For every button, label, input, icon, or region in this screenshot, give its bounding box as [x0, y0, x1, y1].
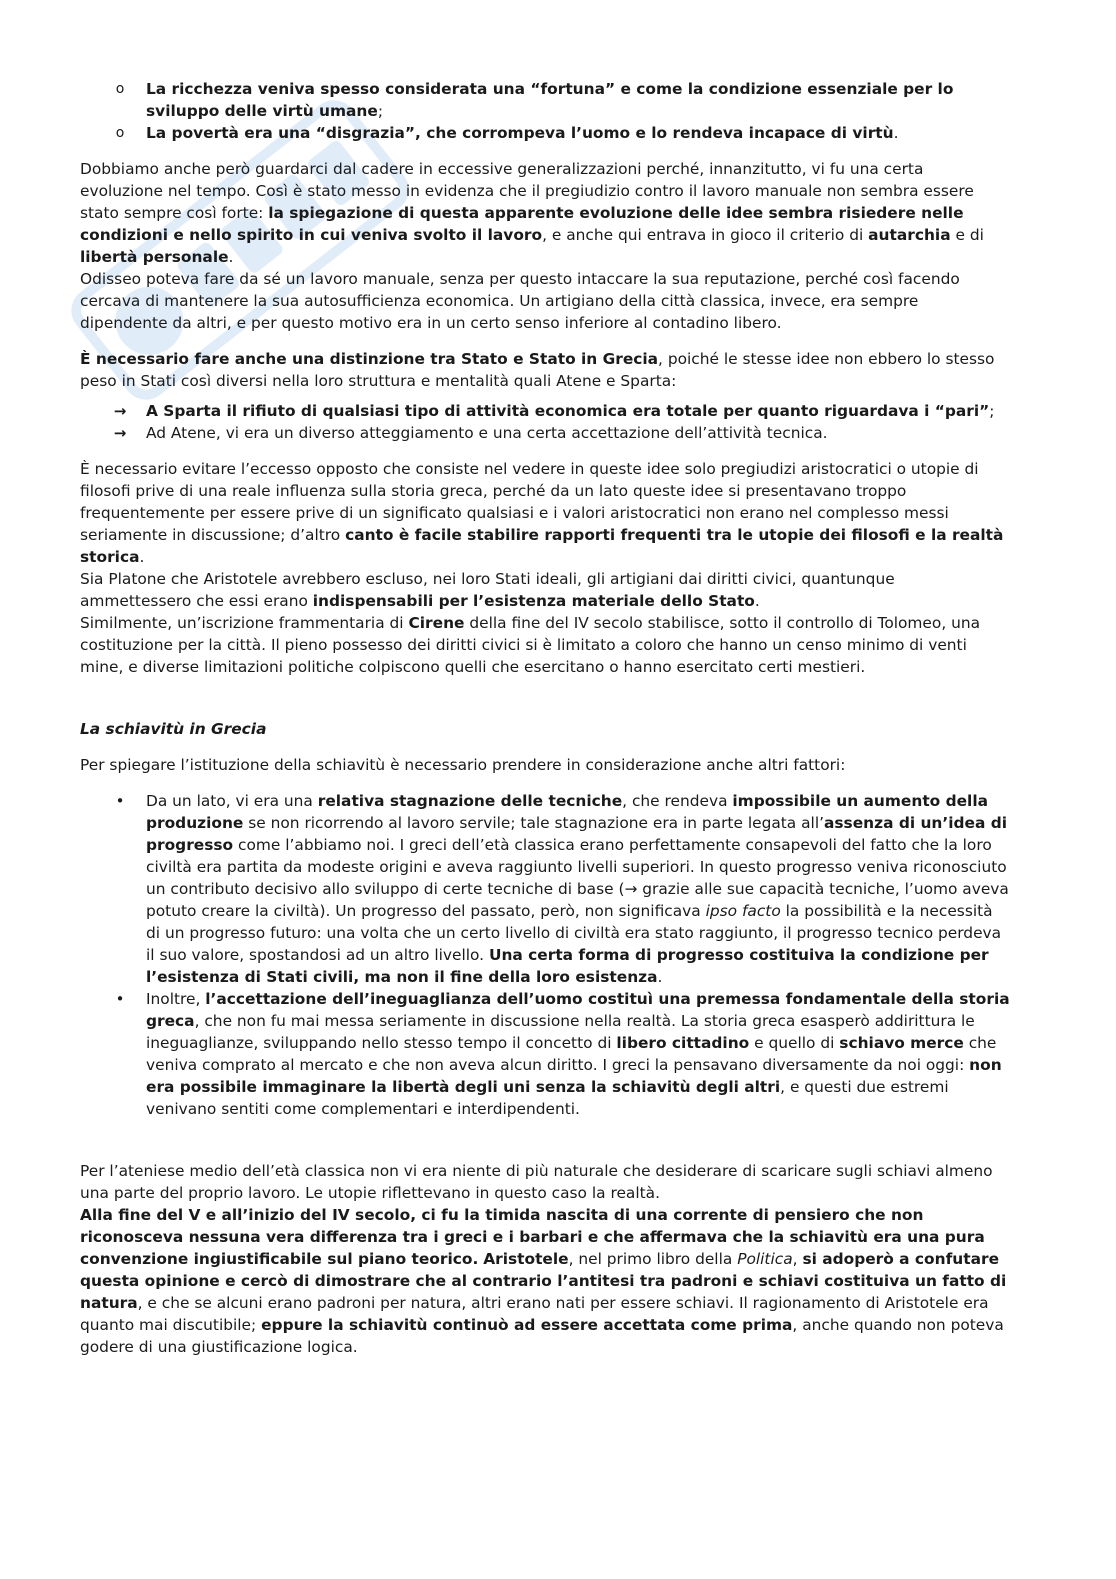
bold-text: indispensabili per l’esistenza materiale dello Stato: [312, 592, 755, 610]
text-run: , nel primo libro della: [568, 1250, 738, 1268]
text-run: Per l’ateniese medio dell’età classica non vi era niente di più naturale che desiderare di scaricare sugli schiavi almeno una parte del proprio lavoro. Le utopie riflettevano in questo caso la realtà.: [80, 1162, 993, 1202]
text-run: .: [139, 548, 145, 566]
list-item: [80, 78, 1010, 122]
bold-text: l’accettazione dell’ineguaglianza dell’uomo costituì una premessa fondamentale della storia greca: [146, 990, 1010, 1030]
circle-bullet-icon: o: [115, 81, 125, 97]
text-run: .: [228, 248, 234, 266]
bold-text: libero cittadino: [616, 1034, 750, 1052]
paragraph-platone: [80, 568, 1010, 612]
paragraph-odisseo: [80, 268, 1010, 334]
text-run: Per spiegare l’istituzione della schiavitù è necessario prendere in considerazione anche altri fattori:: [80, 756, 846, 774]
text-run: Ad Atene, vi era un diverso atteggiamento e una certa accettazione dell’attività tecnica.: [146, 424, 828, 442]
text-run: ,: [792, 1250, 803, 1268]
bold-text: schiavo merce: [839, 1034, 964, 1052]
text-run: .: [657, 968, 663, 986]
paragraph-ateniese: [80, 1160, 1010, 1204]
paragraph-cirene: [80, 612, 1010, 678]
bold-text: È necessario fare anche una distinzione tra Stato e Stato in Grecia: [80, 350, 659, 368]
text-run: che veniva comprato al mercato e che non aveva alcun diritto. I greci la pensavano diversamente da noi oggi:: [146, 1034, 997, 1074]
bold-text: la spiegazione di questa apparente evoluzione delle idee sembra risiedere nelle condizioni e nello spirito in cui veniva svolto il lavoro: [80, 204, 964, 244]
bold-text: assenza di un’idea di progresso: [146, 814, 1007, 854]
list-item-text: [146, 402, 994, 420]
text-run: Da un lato, vi era una: [146, 792, 318, 810]
bold-text: eppure la schiavitù continuò ad essere accettata come prima: [261, 1316, 793, 1334]
list-item: [80, 122, 1010, 144]
text-run: se non ricorrendo al lavoro servile; tale stagnazione era in parte legata all’: [243, 814, 825, 832]
bold-text: non era possibile immaginare la libertà degli uni senza la schiavitù degli altri: [146, 1056, 1002, 1096]
text-run: della fine del IV secolo stabilisce, sotto il controllo di Tolomeo, una costituzione per la città. Il pieno possesso dei diritti civici si è limitato a coloro che hanno un censo minimo di venti mine, e diverse limitazioni politiche colpiscono quelli che esercitano o hanno esercitato certi mestieri.: [80, 614, 981, 676]
text-run: Odisseo poteva fare da sé un lavoro manuale, senza per questo intaccare la sua reputazione, perché così facendo cercava di mantenere la sua autosufficienza economica. Un artigiano della città classica, invece, era sempre dipendente da altri, e per questo motivo era in un certo senso inferiore al contadino libero.: [80, 270, 960, 332]
bold-text: relativa stagnazione delle tecniche: [317, 792, 623, 810]
list-item-text: [146, 990, 1010, 1118]
paragraph-evolution: [80, 158, 1010, 268]
bold-text: Alla fine del V e all’inizio del IV secolo, ci fu la timida nascita di una corrente di pensiero che non riconosceva nessuna vera differenza tra i greci e i barbari e che affermava che la schiavitù era una pura convenzione ingiustificabile sul piano teorico.: [80, 1206, 985, 1268]
list-item-text: [146, 80, 953, 120]
bold-text: impossibile un aumento della produzione: [146, 792, 988, 832]
bold-text: La povertà era una “disgrazia”, che corrompeva l’uomo e lo rendeva incapace di virtù: [146, 124, 894, 142]
document-page: [80, 78, 1010, 1358]
text-run: , poiché le stesse idee non ebbero lo stesso peso in Stati così diversi nella loro struttura e mentalità quali Atene e Sparta:: [80, 350, 995, 390]
bold-text: Cirene: [408, 614, 465, 632]
arrow-right-icon: →: [113, 424, 127, 442]
bold-text: si adoperò a confutare questa opinione e cercò di dimostrare che al contrario l’antitesi tra padroni e schiavi costituiva un fatto di natura: [80, 1250, 1007, 1312]
text-run: Dobbiamo anche però guardarci dal cadere in eccessive generalizzazioni perché, innanzitutto, vi fu una certa evoluzione nel tempo. Così è stato messo in evidenza che il pregiudizio contro il lavoro manuale non sembra essere stato sempre così forte:: [80, 160, 974, 222]
bold-text: libertà personale: [80, 248, 229, 266]
section-heading: La schiavitù in Grecia: [80, 720, 267, 738]
text-run: ;: [989, 402, 995, 420]
text-run: , che non fu mai messa seriamente in discussione nella realtà. La storia greca esasperò addirittura le ineguaglianze, sviluppando nello stesso tempo il concetto di: [146, 1012, 975, 1052]
text-run: la possibilità e la necessità di un progresso futuro: una volta che un certo livello di civiltà era stato raggiunto, il progresso tecnico perdeva il suo valore, spostandosi ad un altro livello.: [146, 902, 1002, 964]
list-item: [80, 988, 1010, 1120]
text-run: e di: [950, 226, 984, 244]
text-run: È necessario evitare l’eccesso opposto che consiste nel vedere in queste idee solo pregiudizi aristocratici o utopie di filosofi prive di una reale influenza sulla storia greca, perché da un lato queste idee si presentavano troppo frequentemente per essere prive di un significato qualsiasi e i valori aristocratici non erano nel complesso messi seriamente in discussione; d’altro: [80, 460, 979, 544]
text-run: come l’abbiamo noi. I greci dell’età classica erano perfettamente consapevoli del fatto che la loro civiltà era partita da modeste origini e aveva raggiunto livelli superiori. In questo progresso veniva riconosciuto un contributo decisivo allo sviluppo di certe tecniche di base (→ grazie alle sue capacità tecniche, l’uomo aveva potuto creare la civiltà). Un progresso del passato, però, non significava: [146, 836, 1009, 920]
bold-text: A Sparta il rifiuto di qualsiasi tipo di attività economica era totale per quanto riguardava i “pari”: [146, 402, 990, 420]
list-item: [80, 790, 1010, 988]
bullet-list: [80, 790, 1010, 1120]
list-item-text: [146, 424, 828, 442]
text-run: .: [754, 592, 760, 610]
text-run: , e che se alcuni erano padroni per natura, altri erano nati per essere schiavi. Il ragionamento di Aristotele era quanto mai discutibile;: [80, 1294, 989, 1334]
text-run: Similmente, un’iscrizione frammentaria di: [80, 614, 409, 632]
paragraph-eccesso: [80, 458, 1010, 568]
text-run: , anche quando non poteva godere di una giustificazione logica.: [80, 1316, 1004, 1356]
paragraph-fattori: [80, 754, 1010, 776]
text-run: , e questi due estremi venivano sentiti come complementari e interdipendenti.: [146, 1078, 949, 1118]
text-run: Sia Platone che Aristotele avrebbero escluso, nei loro Stati ideali, gli artigiani dai diritti civici, quantunque ammettessero che essi erano: [80, 570, 895, 610]
text-run: , e anche qui entrava in gioco il criterio di: [542, 226, 869, 244]
bold-text: canto è facile stabilire rapporti frequenti tra le utopie dei filosofi e la realtà storica: [80, 526, 1004, 566]
list-item-text: [146, 124, 899, 142]
text-run: , che rendeva: [622, 792, 733, 810]
italic-text: Politica: [737, 1250, 793, 1268]
text-run: .: [893, 124, 899, 142]
list-item: [80, 422, 1010, 444]
bold-text: Aristotele: [483, 1250, 569, 1268]
bold-text: La ricchezza veniva spesso considerata una “fortuna” e come la condizione essenziale per lo sviluppo delle virtù umane: [146, 80, 954, 120]
arrow-right-icon: →: [113, 402, 127, 420]
paragraph-stato: [80, 348, 1010, 392]
list-item: [80, 400, 1010, 422]
italic-text: ipso facto: [705, 902, 781, 920]
paragraph-aristotele: [80, 1204, 1010, 1358]
text-run: ;: [377, 102, 384, 120]
bullet-dot-icon: •: [115, 792, 125, 810]
arrow-list: [80, 400, 1010, 444]
bold-text: autarchia: [868, 226, 951, 244]
circle-bullet-icon: o: [115, 125, 125, 141]
text-run: e quello di: [749, 1034, 840, 1052]
top-list: [80, 78, 1010, 144]
bold-text: Una certa forma di progresso costituiva la condizione per l’esistenza di Stati civili, ma non il fine della loro esistenza: [146, 946, 989, 986]
text-run: Inoltre,: [146, 990, 206, 1008]
bullet-dot-icon: •: [115, 990, 125, 1008]
list-item-text: [146, 792, 1009, 986]
